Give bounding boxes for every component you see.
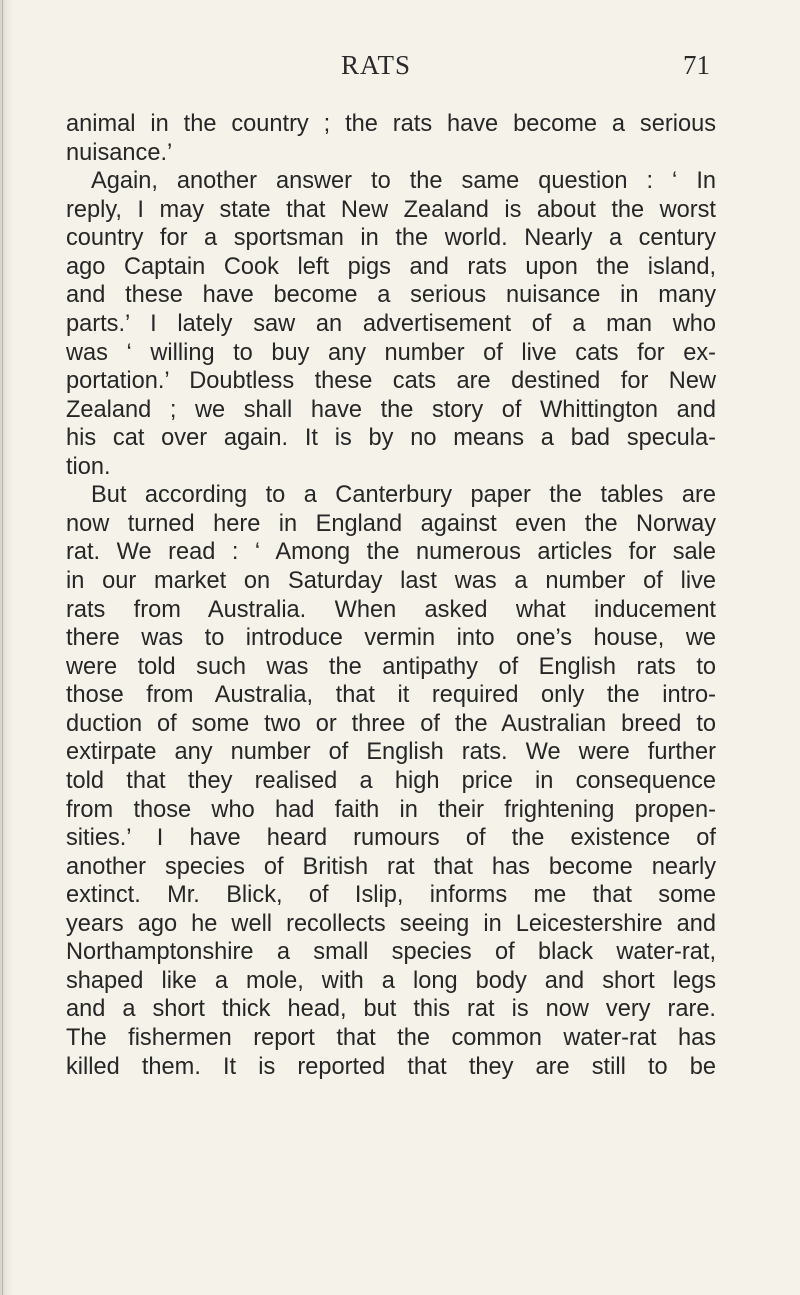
- text-line: extinct. Mr. Blick, of Islip, informs me that some: [66, 882, 716, 909]
- text-line: tion.: [66, 453, 111, 480]
- text-line: shaped like a mole, with a long body and short legs: [66, 967, 716, 994]
- text-line: killed them. It is reported that they are still to be: [66, 1053, 716, 1080]
- text-line: and a short thick head, but this rat is now very rare.: [66, 996, 716, 1023]
- text-line: animal in the country ; the rats have become a serious: [66, 111, 716, 137]
- text-line: in our market on Saturday last was a number of live: [66, 568, 716, 594]
- text-line: Northamptonshire a small species of black water-rat,: [66, 939, 716, 966]
- page-gutter-edge: [2, 0, 3, 1295]
- text-line: his cat over again. It is by no means a bad specula-: [66, 425, 716, 452]
- text-line: extirpate any number of English rats. We were further: [66, 739, 716, 766]
- running-head-title: RATS: [341, 50, 412, 80]
- text-line: those from Australia, that it required only the intro-: [66, 682, 716, 709]
- text-line: reply, I may state that New Zealand is about the worst: [66, 196, 716, 223]
- text-line: rat. We read : ‘ Among the numerous articles for sale: [66, 539, 716, 566]
- text-line: The fishermen report that the common water-rat has: [66, 1025, 716, 1051]
- text-line: ago Captain Cook left pigs and rats upon the island,: [66, 253, 716, 280]
- text-line: But according to a Canterbury paper the tables are: [91, 482, 716, 509]
- body-text: [66, 110, 716, 1081]
- text-line: years ago he well recollects seeing in Leicestershire and: [66, 910, 716, 937]
- text-line: there was to introduce vermin into one’s house, we: [66, 625, 716, 652]
- text-line: sities.’ I have heard rumours of the existence of: [66, 825, 716, 852]
- text-line: country for a sportsman in the world. Nearly a century: [66, 225, 716, 252]
- text-line: from those who had faith in their frightening propen-: [66, 796, 716, 823]
- text-line: Zealand ; we shall have the story of Whittington and: [66, 396, 716, 423]
- text-line: parts.’ I lately saw an advertisement of a man who: [66, 310, 716, 337]
- running-head: [0, 50, 800, 90]
- text-line: told that they realised a high price in consequence: [66, 767, 716, 794]
- text-line: nuisance.’: [66, 139, 173, 166]
- text-line: was ‘ willing to buy any number of live cats for ex-: [66, 339, 716, 366]
- text-line: Again, another answer to the same question : ‘ In: [91, 168, 716, 195]
- text-line: portation.’ Doubtless these cats are destined for New: [66, 368, 716, 395]
- text-line: another species of British rat that has become nearly: [66, 853, 716, 880]
- text-line: rats from Australia. When asked what inducement: [66, 596, 716, 623]
- text-line: and these have become a serious nuisance in many: [66, 282, 716, 309]
- text-line: now turned here in England against even the Norway: [66, 510, 716, 537]
- text-line: duction of some two or three of the Australian breed to: [66, 710, 716, 737]
- text-line: were told such was the antipathy of English rats to: [66, 653, 716, 680]
- page-number: 71: [683, 50, 710, 80]
